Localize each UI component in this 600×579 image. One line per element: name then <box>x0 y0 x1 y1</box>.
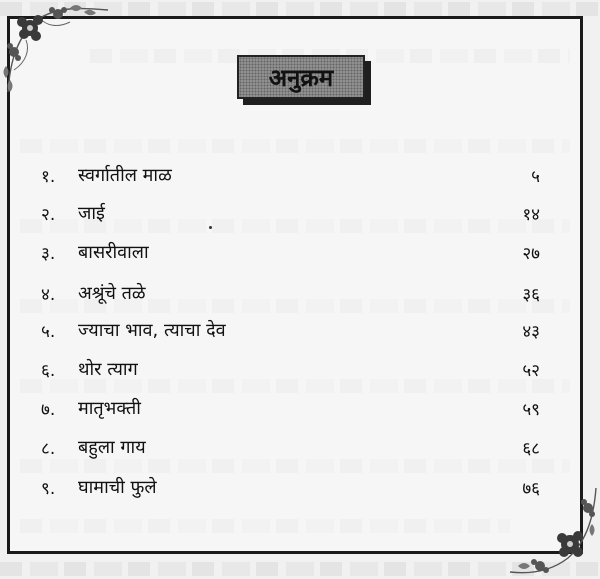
entry-page: २७ <box>522 243 540 264</box>
list-item <box>0 158 600 192</box>
list-item <box>0 470 600 504</box>
contents-title-box <box>237 55 365 99</box>
list-item <box>0 313 600 347</box>
entry-page: ५९ <box>522 399 540 420</box>
entry-number: ८. <box>41 438 56 459</box>
list-item <box>0 352 600 386</box>
entry-page: ६८ <box>522 438 540 459</box>
entry-title: अश्रूंचे तळे <box>78 283 146 304</box>
entry-number: २. <box>41 204 56 225</box>
list-item <box>0 196 600 230</box>
list-item <box>0 430 600 464</box>
entry-page: ३६ <box>522 284 540 305</box>
list-item <box>0 276 600 310</box>
entry-title: ज्याचा भाव, त्याचा देव <box>78 320 226 341</box>
entry-page: १४ <box>522 204 540 225</box>
entry-number: १. <box>41 166 56 187</box>
list-item <box>0 235 600 269</box>
show-through-text <box>20 139 570 153</box>
entry-title: बासरीवाला <box>78 242 149 263</box>
show-through-text <box>20 519 510 533</box>
entry-number: ४. <box>41 284 56 305</box>
entry-title: स्वर्गातील माळ <box>78 165 172 186</box>
entry-title: मातृभक्ती <box>78 398 141 419</box>
entry-number: ९. <box>41 478 56 499</box>
entry-title: घामाची फुले <box>78 477 157 498</box>
entry-number: ३. <box>41 243 56 264</box>
entry-number: ६. <box>41 360 56 381</box>
entry-page: ५ <box>531 166 540 187</box>
entry-page: ५२ <box>522 360 540 381</box>
entry-number: ५. <box>41 321 56 342</box>
contents-title: अनुक्रम <box>268 63 334 92</box>
entry-page: ४३ <box>522 321 540 342</box>
list-item <box>0 391 600 425</box>
floral-corner-icon <box>0 0 112 96</box>
entry-title: जाई <box>78 203 105 224</box>
entry-title: बहुला गाय <box>78 437 146 458</box>
entry-number: ७. <box>41 399 56 420</box>
entry-page: ७६ <box>522 478 540 499</box>
entry-title: थोर त्याग <box>78 359 138 380</box>
